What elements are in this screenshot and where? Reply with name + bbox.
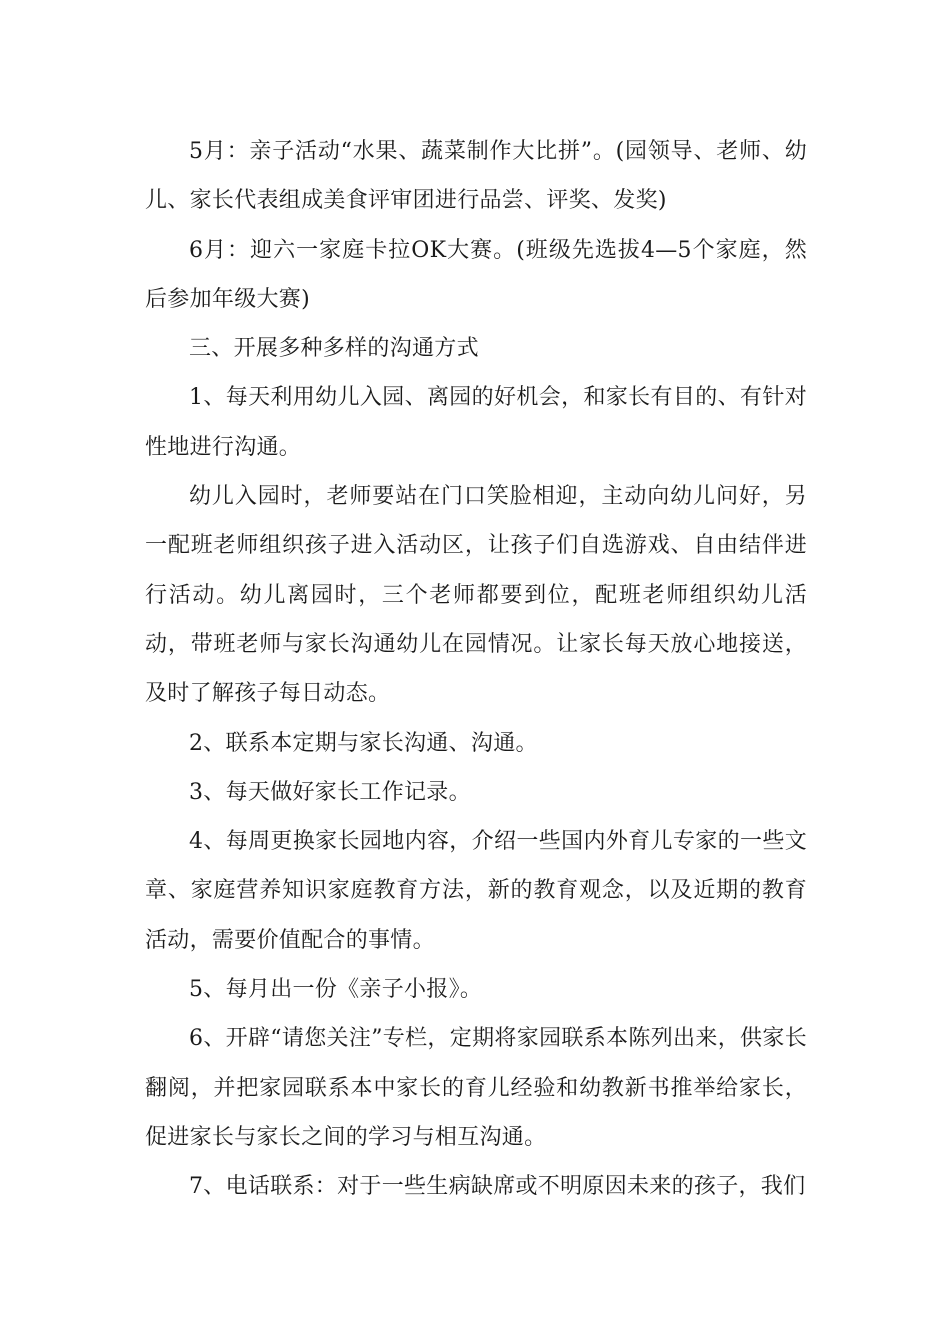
paragraph-item-3: 3、每天做好家长工作记录。 [189, 779, 471, 805]
paragraph-item-1: 1、每天利用幼儿入园、离园的好机会，和家长有目的、有针对性地进行沟通。 [145, 385, 807, 460]
paragraph-item-7: 7、电话联系：对于一些生病缺席或不明原因未来的孩子，我们 [189, 1174, 806, 1200]
paragraph-june-activity: 6月：迎六一家庭卡拉OK大赛。(班级先选拔4—5个家庭，然后参加年级大赛) [145, 237, 807, 312]
document-body [145, 127, 807, 1212]
paragraph-item-4: 4、每周更换家长园地内容，介绍一些国内外育儿专家的一些文章、家庭营养知识家庭教育方法，新的教育观念，以及近期的教育活动，需要价值配合的事情。 [145, 829, 807, 953]
paragraph-item-5: 5、每月出一份《亲子小报》。 [189, 977, 483, 1003]
paragraph-item-2: 2、联系本定期与家长沟通、沟通。 [189, 730, 538, 756]
paragraph-item-6: 6、开辟“请您关注”专栏，定期将家园联系本陈列出来，供家长翻阅，并把家园联系本中家长的育儿经验和幼教新书推举给家长，促进家长与家长之间的学习与相互沟通。 [145, 1026, 807, 1150]
paragraph-arrival-departure: 幼儿入园时，老师要站在门口笑脸相迎，主动向幼儿问好，另一配班老师组织孩子进入活动区，让孩子们自选游戏、自由结伴进行活动。幼儿离园时，三个老师都要到位，配班老师组织幼儿活动，带班老师与家长沟通幼儿在园情况。让家长每天放心地接送，及时了解孩子每日动态。 [145, 484, 807, 707]
paragraph-may-activity: 5月：亲子活动“水果、蔬菜制作大比拼”。(园领导、老师、幼儿、家长代表组成美食评审团进行品尝、评奖、发奖) [145, 139, 807, 214]
section-heading-communication: 三、开展多种多样的沟通方式 [189, 336, 479, 362]
